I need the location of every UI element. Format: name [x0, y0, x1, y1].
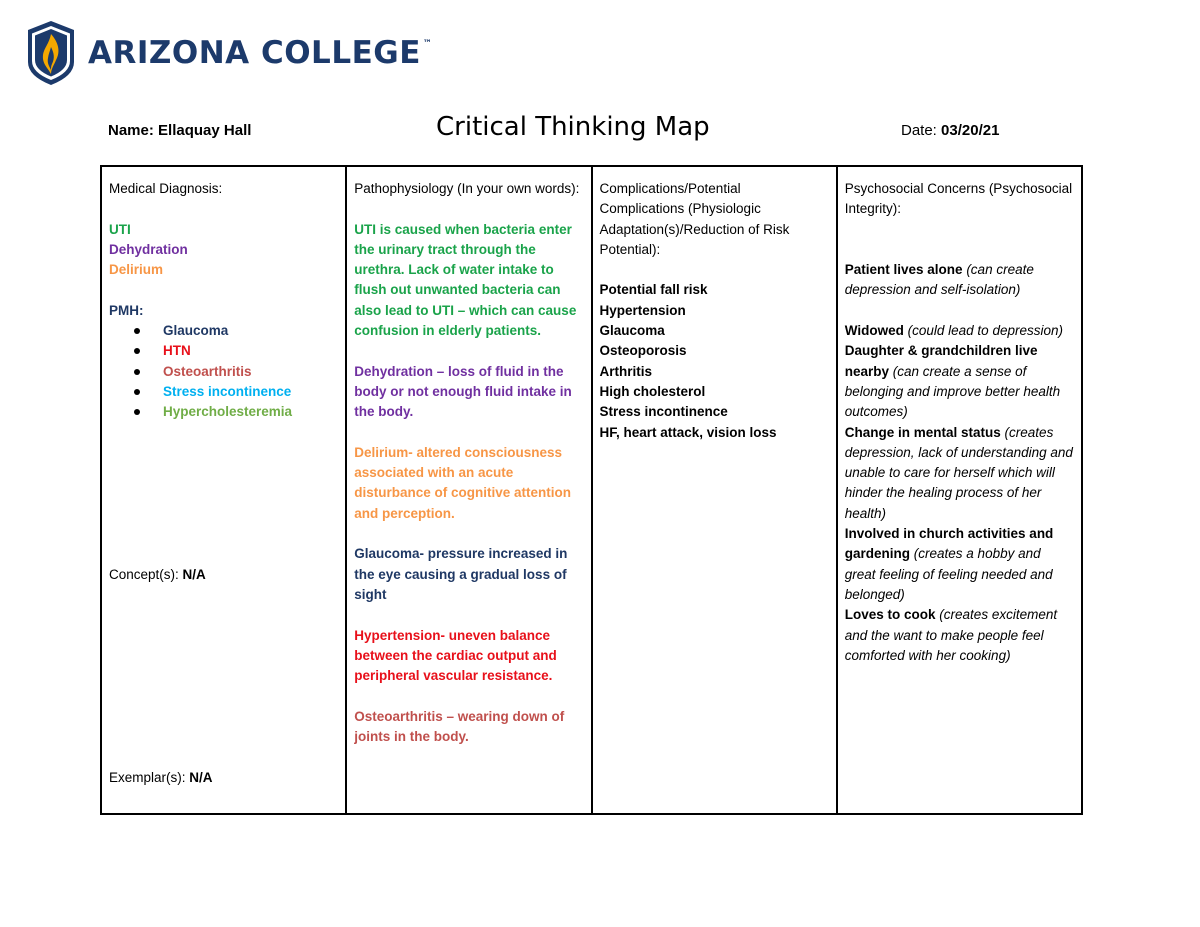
brand-name: ARIZONA COLLEGE ™	[88, 34, 433, 71]
complication-item: Arthritis	[599, 363, 653, 379]
pathophysiology-column	[347, 167, 592, 813]
page-title: Critical Thinking Map	[436, 112, 710, 142]
diagnosis-uti: UTI	[109, 221, 131, 237]
pmh-item-glaucoma: Glaucoma	[134, 321, 337, 341]
complications-heading: Complications/Potential Complications (Physiologic Adaptation(s)/Reduction of Risk Potential):	[599, 181, 790, 257]
shield-flame-icon	[26, 20, 76, 86]
pmh-item-stress-incontinence: Stress incontinence	[134, 382, 337, 402]
complication-item: Hypertension	[599, 302, 686, 318]
critical-thinking-table	[100, 165, 1083, 815]
complication-item: Glaucoma	[599, 323, 665, 339]
patho-delirium: Delirium- altered consciousness associated with an acute disturbance of cognitive attention and perception.	[354, 444, 572, 521]
exemplar-label: Exemplar(s):	[109, 770, 186, 785]
medical-diagnosis-column	[102, 167, 347, 813]
diagnosis-delirium: Delirium	[109, 262, 164, 278]
exemplar-value: N/A	[189, 770, 213, 785]
psychosocial-heading: Psychosocial Concerns (Psychosocial Integrity):	[844, 181, 1073, 217]
pmh-item-osteoarthritis: Osteoarthritis	[134, 362, 337, 382]
complication-item: High cholesterol	[599, 383, 706, 399]
patho-uti: UTI is caused when bacteria enter the urinary tract through the urethra. Lack of water intake to flush out unwanted bacteria can also lead to UTI – which can cause confusion in elderly patients.	[354, 221, 577, 339]
complications-column	[593, 167, 838, 813]
pmh-item-htn: HTN	[134, 341, 337, 361]
name-value: Ellaquay Hall	[158, 122, 252, 139]
pmh-label: PMH:	[109, 302, 144, 318]
pmh-item-hypercholesteremia: Hypercholesteremia	[134, 402, 337, 422]
concern-family-nearby: Daughter & grandchildren live nearby (can create a sense of belonging and improve better health outcomes)	[844, 343, 1061, 420]
college-logo	[26, 20, 432, 86]
medical-diagnosis-heading: Medical Diagnosis:	[109, 181, 223, 196]
concern-loves-to-cook: Loves to cook (creates excitement and the want to make people feel comforted with her cooking)	[844, 607, 1058, 663]
patho-osteoarthritis: Osteoarthritis – wearing down of joints in the body.	[354, 708, 565, 745]
psychosocial-column	[838, 167, 1081, 813]
date-label: Date:	[901, 122, 937, 139]
patho-hypertension: Hypertension- uneven balance between the cardiac output and peripheral vascular resistance.	[354, 627, 557, 684]
complication-item: Potential fall risk	[599, 282, 708, 298]
pathophysiology-heading: Pathophysiology (In your own words):	[354, 181, 580, 196]
concern-church-gardening: Involved in church activities and gardening (creates a hobby and great feeling of feeling needed and belonged)	[844, 526, 1054, 602]
concept-line	[109, 565, 206, 585]
complication-item: HF, heart attack, vision loss	[599, 424, 777, 440]
date-value: 03/20/21	[941, 122, 1000, 139]
complication-item: Osteoporosis	[599, 343, 687, 359]
concept-value: N/A	[182, 567, 206, 582]
patho-glaucoma: Glaucoma- pressure increased in the eye causing a gradual loss of sight	[354, 546, 568, 602]
student-name	[108, 122, 251, 139]
concern-lives-alone: Patient lives alone (can create depression and self-isolation)	[844, 262, 1034, 298]
concept-label: Concept(s):	[109, 567, 179, 582]
concern-mental-status: Change in mental status (creates depression, lack of understanding and unable to care for herself which will hinder the healing process of her health)	[844, 424, 1073, 521]
concern-widowed: Widowed (could lead to depression)	[844, 323, 1063, 339]
exemplar-line	[109, 768, 213, 788]
date	[901, 122, 999, 139]
complication-item: Stress incontinence	[599, 404, 728, 420]
name-label: Name:	[108, 122, 154, 139]
diagnosis-dehydration: Dehydration	[109, 241, 188, 257]
patho-dehydration: Dehydration – loss of fluid in the body or not enough fluid intake in the body.	[354, 363, 572, 420]
header-row	[108, 112, 1018, 148]
pmh-list	[109, 321, 337, 422]
